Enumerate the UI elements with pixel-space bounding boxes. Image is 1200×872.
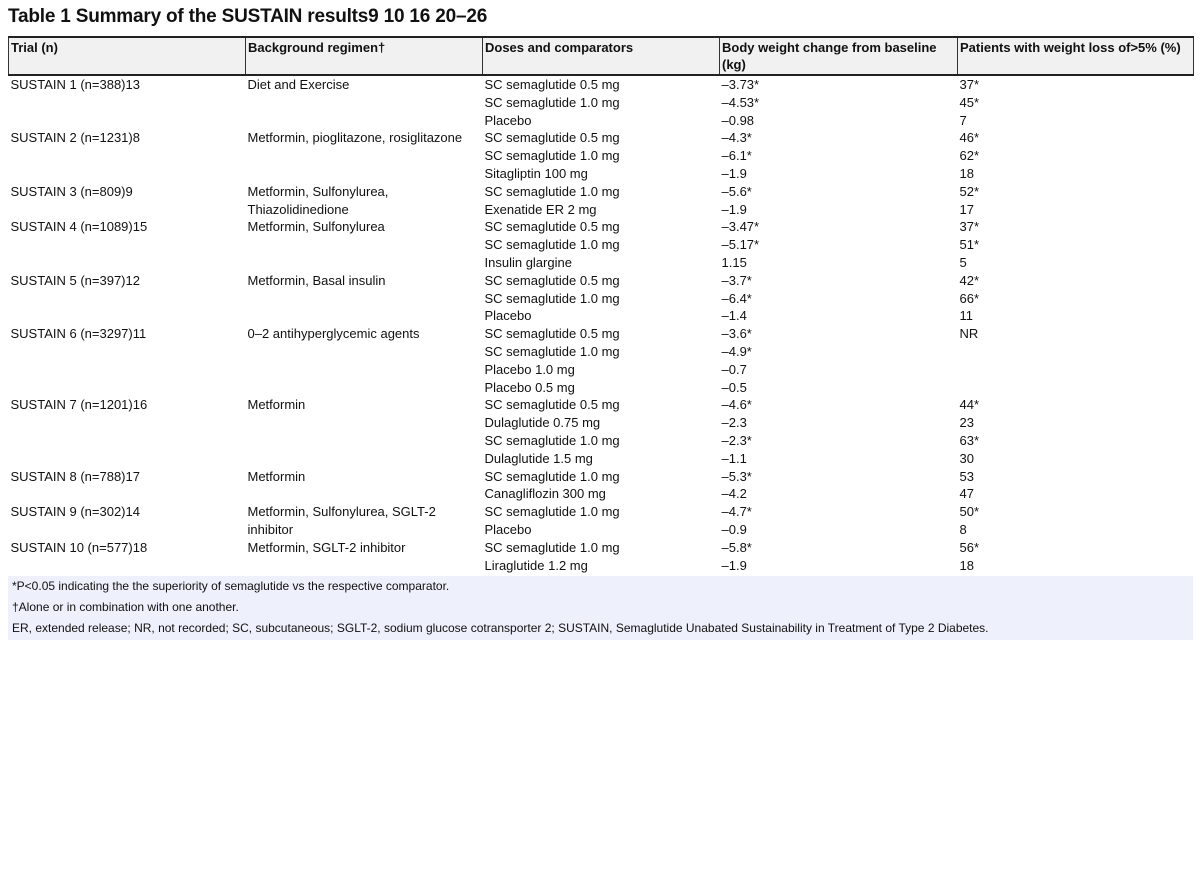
doses-cell-line: SC semaglutide 1.0 mg	[484, 290, 620, 306]
weight-loss-cell	[958, 539, 1194, 575]
header-body-weight-change: Body weight change from baseline (kg)	[720, 37, 958, 75]
regimen-cell: Metformin	[247, 397, 306, 413]
weight-loss-cell-line: 18	[959, 557, 974, 573]
weight-loss-cell-line: 8	[959, 521, 967, 537]
trial-cell: SUSTAIN 2 (n=1231)8	[10, 130, 140, 146]
table-body	[9, 75, 1194, 574]
trial-cell: SUSTAIN 4 (n=1089)15	[10, 219, 148, 235]
doses-cell-line: SC semaglutide 0.5 mg	[484, 130, 620, 146]
weight-change-cell-line: –0.9	[721, 521, 747, 537]
doses-cell	[483, 129, 720, 182]
weight-change-cell-line: –3.47*	[721, 219, 760, 235]
weight-loss-cell	[958, 129, 1194, 182]
weight-change-cell-line: 1.15	[721, 254, 747, 270]
weight-change-cell-line: –0.98	[721, 112, 755, 128]
doses-cell	[483, 272, 720, 325]
doses-cell-line: SC semaglutide 1.0 mg	[484, 148, 620, 164]
table-row	[9, 218, 1194, 271]
weight-loss-cell-line: 7	[959, 112, 967, 128]
weight-loss-cell	[958, 468, 1194, 504]
header-doses-comparators: Doses and comparators	[483, 37, 720, 75]
weight-loss-cell-line: 30	[959, 450, 974, 466]
table-row	[9, 396, 1194, 467]
doses-cell-line: Dulaglutide 1.5 mg	[484, 450, 593, 466]
doses-cell-line: Exenatide ER 2 mg	[484, 201, 597, 217]
weight-loss-cell-line: 42*	[959, 272, 980, 288]
trial-cell: SUSTAIN 8 (n=788)17	[10, 468, 140, 484]
weight-loss-cell-line: 47	[959, 486, 974, 502]
table-row	[9, 539, 1194, 575]
weight-change-cell-line: –4.7*	[721, 504, 752, 520]
weight-loss-cell	[958, 272, 1194, 325]
weight-change-cell	[720, 396, 958, 467]
doses-cell-line: Sitagliptin 100 mg	[484, 165, 588, 181]
weight-loss-cell	[958, 396, 1194, 467]
weight-loss-cell-line: 63*	[959, 432, 980, 448]
weight-loss-cell-line: 5	[959, 254, 967, 270]
trial-cell: SUSTAIN 5 (n=397)12	[10, 272, 140, 288]
weight-change-cell-line: –5.3*	[721, 468, 752, 484]
table-row	[9, 468, 1194, 504]
regimen-cell: Metformin, SGLT-2 inhibitor	[247, 539, 406, 555]
weight-change-cell-line: –3.7*	[721, 272, 752, 288]
weight-loss-cell-line: 66*	[959, 290, 980, 306]
trial-cell: SUSTAIN 3 (n=809)9	[10, 183, 133, 199]
doses-cell-line: Canagliflozin 300 mg	[484, 486, 606, 502]
weight-change-cell-line: –4.53*	[721, 94, 760, 110]
weight-loss-cell-line: 37*	[959, 77, 980, 92]
weight-change-cell-line: –4.6*	[721, 397, 752, 413]
doses-cell	[483, 468, 720, 504]
doses-cell-line: SC semaglutide 0.5 mg	[484, 326, 620, 342]
doses-cell	[483, 325, 720, 396]
doses-cell-line: Insulin glargine	[484, 254, 572, 270]
trial-cell: SUSTAIN 10 (n=577)18	[10, 539, 148, 555]
doses-cell-line: SC semaglutide 1.0 mg	[484, 539, 620, 555]
doses-cell-line: SC semaglutide 1.0 mg	[484, 183, 620, 199]
regimen-cell: Metformin, Sulfonylurea, Thiazolidinedione	[247, 183, 389, 217]
weight-change-cell-line: –2.3	[721, 415, 747, 431]
doses-cell	[483, 503, 720, 539]
weight-change-cell	[720, 183, 958, 219]
doses-cell-line: Placebo	[484, 521, 532, 537]
doses-cell-line: SC semaglutide 1.0 mg	[484, 94, 620, 110]
weight-loss-cell-line: 44*	[959, 397, 980, 413]
trial-cell: SUSTAIN 7 (n=1201)16	[10, 397, 148, 413]
weight-change-cell-line: –5.17*	[721, 237, 760, 253]
regimen-cell: Metformin, Basal insulin	[247, 272, 386, 288]
weight-change-cell	[720, 325, 958, 396]
weight-change-cell	[720, 503, 958, 539]
doses-cell-line: Placebo	[484, 112, 532, 128]
doses-cell	[483, 218, 720, 271]
doses-cell-line: Placebo	[484, 308, 532, 324]
weight-loss-cell	[958, 75, 1194, 129]
weight-loss-cell	[958, 325, 1194, 396]
footnote-abbreviations: ER, extended release; NR, not recorded; SC, subcutaneous; SGLT-2, sodium glucose cotransporter 2; SUSTAIN, Semaglutide Unabated Sustainability in Treatment of Type 2 Diabetes.	[12, 621, 989, 635]
doses-cell-line: SC semaglutide 1.0 mg	[484, 504, 620, 520]
weight-change-cell-line: –1.4	[721, 308, 747, 324]
regimen-cell: Metformin, pioglitazone, rosiglitazone	[247, 130, 463, 146]
weight-change-cell	[720, 539, 958, 575]
weight-change-cell-line: –4.3*	[721, 130, 752, 146]
weight-loss-cell-line: NR	[959, 326, 979, 342]
weight-change-cell-line: –3.73*	[721, 77, 760, 92]
weight-change-cell-line: –1.9	[721, 557, 747, 573]
footnote-significance: *P<0.05 indicating the the superiority of semaglutide vs the respective comparator.	[12, 579, 450, 593]
weight-loss-cell-line: 51*	[959, 237, 980, 253]
doses-cell	[483, 396, 720, 467]
weight-change-cell-line: –0.5	[721, 379, 747, 395]
trial-cell: SUSTAIN 9 (n=302)14	[10, 504, 140, 520]
weight-change-cell	[720, 272, 958, 325]
doses-cell-line: SC semaglutide 1.0 mg	[484, 432, 620, 448]
weight-change-cell-line: –6.1*	[721, 148, 752, 164]
doses-cell-line: Dulaglutide 0.75 mg	[484, 415, 601, 431]
weight-change-cell	[720, 75, 958, 129]
weight-loss-cell-line: 18	[959, 165, 974, 181]
weight-change-cell-line: –0.7	[721, 361, 747, 377]
table-footnotes	[8, 576, 1193, 640]
sustain-results-table	[8, 36, 1193, 574]
regimen-cell: Diet and Exercise	[247, 77, 350, 92]
doses-cell-line: SC semaglutide 1.0 mg	[484, 237, 620, 253]
weight-loss-cell-line: 37*	[959, 219, 980, 235]
regimen-cell: Metformin, Sulfonylurea, SGLT-2 inhibitor	[247, 504, 436, 537]
weight-change-cell-line: –5.6*	[721, 183, 752, 199]
doses-cell-line: Placebo 1.0 mg	[484, 361, 575, 377]
weight-loss-cell-line: 17	[959, 201, 974, 217]
weight-change-cell-line: –2.3*	[721, 432, 752, 448]
doses-cell-line: SC semaglutide 0.5 mg	[484, 272, 620, 288]
trial-cell: SUSTAIN 1 (n=388)13	[10, 77, 140, 92]
weight-loss-cell-line: 50*	[959, 504, 980, 520]
table-title: Table 1 Summary of the SUSTAIN results9 10 16 20–26	[8, 6, 488, 27]
table-row	[9, 183, 1194, 219]
weight-change-cell	[720, 468, 958, 504]
doses-cell	[483, 539, 720, 575]
weight-loss-cell	[958, 183, 1194, 219]
weight-loss-cell-line: 46*	[959, 130, 980, 146]
regimen-cell: Metformin	[247, 468, 306, 484]
doses-cell-line: Liraglutide 1.2 mg	[484, 557, 588, 573]
weight-change-cell-line: –4.2	[721, 486, 747, 502]
regimen-cell: 0–2 antihyperglycemic agents	[247, 326, 420, 342]
weight-change-cell-line: –4.9*	[721, 343, 752, 359]
weight-loss-cell-line: 62*	[959, 148, 980, 164]
doses-cell-line: SC semaglutide 0.5 mg	[484, 219, 620, 235]
doses-cell-line: Placebo 0.5 mg	[484, 379, 575, 395]
doses-cell	[483, 183, 720, 219]
doses-cell	[483, 75, 720, 129]
weight-change-cell-line: –1.1	[721, 450, 747, 466]
footnote-background: †Alone or in combination with one another.	[12, 600, 239, 614]
table-header-row	[9, 37, 1194, 75]
weight-loss-cell	[958, 503, 1194, 539]
weight-change-cell-line: –1.9	[721, 165, 747, 181]
weight-loss-cell-line: 53	[959, 468, 974, 484]
weight-change-cell	[720, 129, 958, 182]
header-background-regimen: Background regimen†	[246, 37, 483, 75]
doses-cell-line: SC semaglutide 1.0 mg	[484, 343, 620, 359]
weight-change-cell-line: –3.6*	[721, 326, 752, 342]
table-row	[9, 325, 1194, 396]
table-row	[9, 75, 1194, 129]
weight-loss-cell-line: 52*	[959, 183, 980, 199]
weight-change-cell-line: –5.8*	[721, 539, 752, 555]
table-row	[9, 272, 1194, 325]
weight-loss-cell-line: 11	[959, 308, 973, 324]
table-row	[9, 129, 1194, 182]
table-row	[9, 503, 1194, 539]
weight-change-cell-line: –1.9	[721, 201, 747, 217]
doses-cell-line: SC semaglutide 0.5 mg	[484, 397, 620, 413]
weight-change-cell	[720, 218, 958, 271]
doses-cell-line: SC semaglutide 0.5 mg	[484, 77, 620, 92]
weight-loss-cell-line: 23	[959, 415, 974, 431]
doses-cell-line: SC semaglutide 1.0 mg	[484, 468, 620, 484]
weight-loss-cell	[958, 218, 1194, 271]
weight-change-cell-line: –6.4*	[721, 290, 752, 306]
regimen-cell: Metformin, Sulfonylurea	[247, 219, 385, 235]
header-patients-weight-loss: Patients with weight loss of>5% (%)	[958, 37, 1194, 75]
weight-loss-cell-line: 56*	[959, 539, 980, 555]
trial-cell: SUSTAIN 6 (n=3297)11	[10, 326, 147, 342]
weight-loss-cell-line: 45*	[959, 94, 980, 110]
header-trial: Trial (n)	[9, 37, 246, 75]
